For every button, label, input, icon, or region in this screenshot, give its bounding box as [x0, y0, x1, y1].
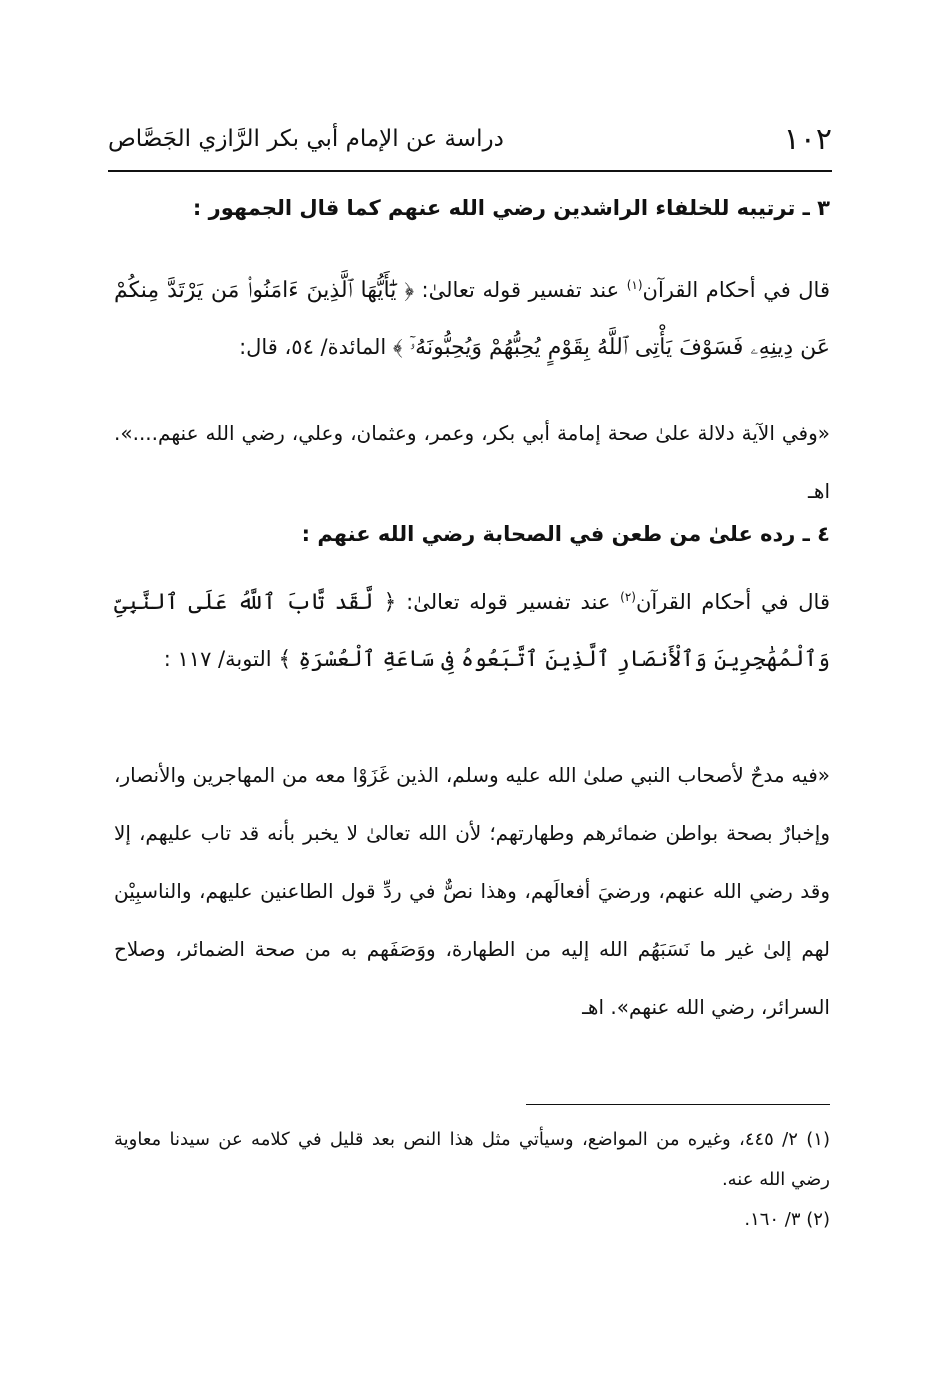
header-rule [108, 170, 832, 172]
footnote-2: (٢) ٣/ ١٦٠. [744, 1209, 830, 1230]
quran-verse: ﴿ لَّقَد تَّابَ ٱللَّهُ عَلَى ٱلنَّبِىِّ وَٱلْمُهَٰجِرِينَ وَٱلْأَنصَارِ ٱلَّذِينَ ٱتَّبَعُوهُ فِى سَاعَةِ ٱلْعُسْرَةِ ﴾ [114, 590, 830, 672]
section-4-heading: ٤ ـ رده علىٰ من طعن في الصحابة رضي الله عنهم : [301, 522, 830, 546]
footnote-rule [526, 1104, 830, 1105]
footnotes [114, 1120, 830, 1240]
quran-verse: ﴿ يَٰٓأَيُّهَا ٱلَّذِينَ ءَامَنُوا۟ مَن يَرْتَدَّ مِنكُمْ عَن دِينِهِۦ فَسَوْفَ يَأْتِى ٱللَّهُ بِقَوْمٍ يُحِبُّهُمْ وَيُحِبُّونَهُۥٓ ﴾ [114, 278, 830, 360]
intro-text-cont: عند تفسير قوله تعالىٰ: [413, 278, 627, 302]
intro-text-cont: عند تفسير قوله تعالىٰ: [396, 590, 621, 614]
page-header [108, 118, 832, 162]
section-3-heading: ٣ ـ ترتيبه للخلفاء الراشدين رضي الله عنهم كما قال الجمهور : [192, 196, 830, 220]
footnote-ref-1[interactable]: (١) [626, 278, 643, 292]
section-3-quote: «وفي الآية دلالة علىٰ صحة إمامة أبي بكر، وعمر، وعثمان، وعلي، رضي الله عنهم....». اهـ [114, 421, 830, 503]
section-4-quote: «فيه مدحٌ لأصحاب النبي صلىٰ الله عليه وسلم، الذين غَزَوْا معه من المهاجرين والأنصار، وإخبارٌ بصحة بواطن ضمائرهم وطهارتهم؛ لأن الله تعالىٰ لا يخبر بأنه قد تاب عليهم، إلا وقد رضي الله عنهم، ورضيَ أفعالَهم، وهذا نصٌّ في ردِّ قول الطاعنين عليهم، والناسبِيْن لهم إلىٰ غير ما نَسَبَهُم الله إليه من الطهارة، ووَصَفَهم به من صحة الضمائر، وصلاح السرائر، رضي الله عنهم». اهـ [114, 763, 830, 1019]
verse-citation: المائدة/ ٥٤، قال: [239, 335, 393, 359]
intro-text: قال في أحكام القرآن [642, 278, 830, 302]
running-title: دراسة عن الإمام أبي بكر الرَّازي الجَصَّاص [108, 126, 504, 152]
footnote-ref-2[interactable]: (٢) [620, 590, 636, 604]
section-4-intro [114, 574, 830, 688]
verse-citation: التوبة/ ١١٧ : [163, 647, 279, 671]
footnote-1: (١) ٢/ ٤٤٥، وغيره من المواضع، وسيأتي مثل هذا النص بعد قليل في كلامه عن سيدنا معاوية رضي الله عنه. [114, 1129, 830, 1190]
section-3-intro [114, 262, 830, 376]
intro-text: قال في أحكام القرآن [635, 590, 830, 614]
page-number: ١٠٢ [783, 122, 832, 157]
